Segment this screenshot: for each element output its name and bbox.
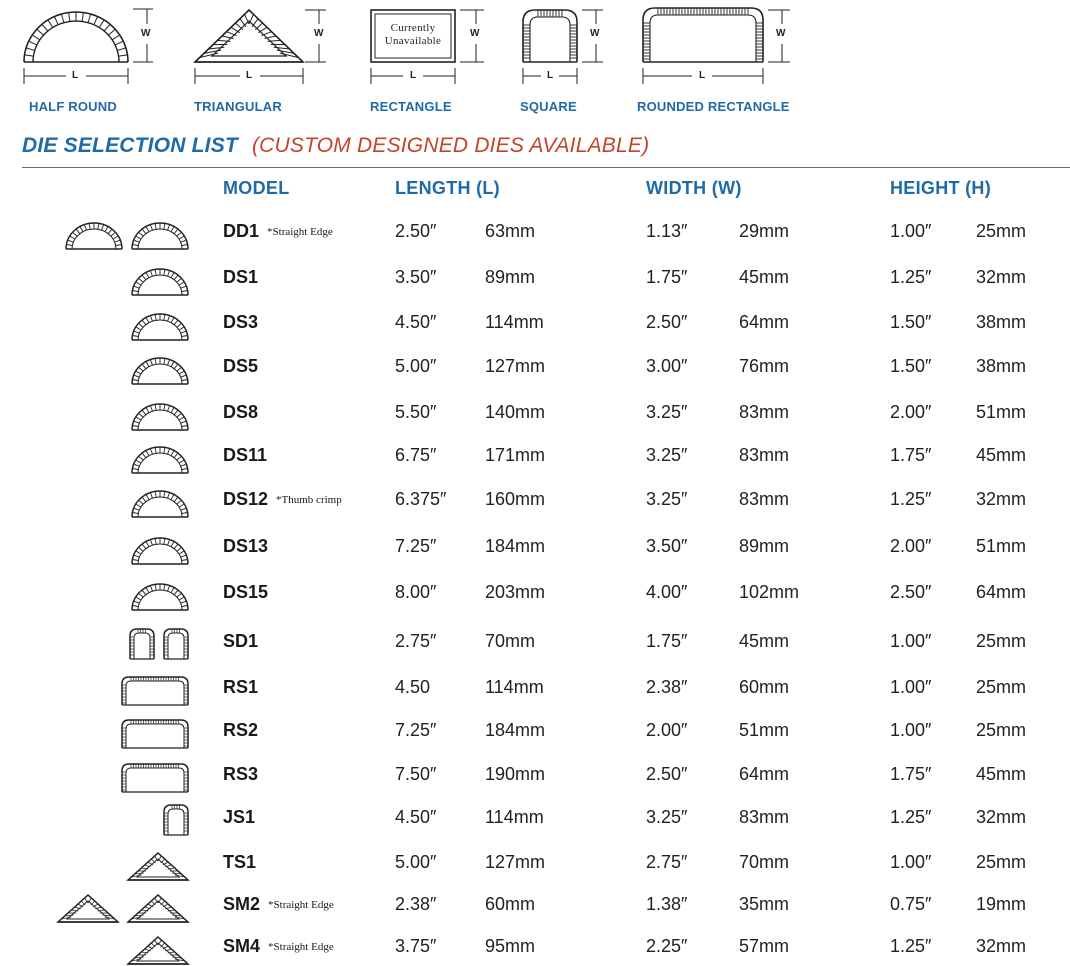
model-name: RS3 bbox=[223, 764, 258, 784]
model-name: DD1 bbox=[223, 221, 259, 241]
die-shape-icons bbox=[120, 754, 190, 794]
legend-label-half-round: HALF ROUND bbox=[29, 99, 117, 114]
length-inches: 5.00″ bbox=[395, 852, 436, 873]
model-name: JS1 bbox=[223, 807, 255, 827]
width-inches: 1.13″ bbox=[646, 221, 687, 242]
length-inches: 4.50 bbox=[395, 677, 430, 698]
height-mm: 38mm bbox=[976, 312, 1026, 333]
model-cell bbox=[223, 312, 258, 333]
length-mm: 89mm bbox=[485, 267, 535, 288]
legend-label-rectangle: RECTANGLE bbox=[370, 99, 452, 114]
die-shape-icons bbox=[130, 572, 190, 612]
table-row bbox=[0, 526, 1070, 566]
die-shape-icons bbox=[126, 926, 190, 966]
length-mm: 203mm bbox=[485, 582, 545, 603]
column-header-width: WIDTH (W) bbox=[646, 178, 742, 199]
height-mm: 45mm bbox=[976, 764, 1026, 785]
length-inches: 5.50″ bbox=[395, 402, 436, 423]
height-inches: 1.00″ bbox=[890, 720, 931, 741]
half-round-icon bbox=[64, 219, 124, 251]
height-mm: 38mm bbox=[976, 356, 1026, 377]
section-heading bbox=[22, 134, 649, 158]
model-name: DS11 bbox=[223, 445, 267, 465]
width-inches: 1.38″ bbox=[646, 894, 687, 915]
table-row bbox=[0, 257, 1070, 297]
unavailable-line-2: Unavailable bbox=[376, 35, 450, 48]
height-inches: 1.25″ bbox=[890, 489, 931, 510]
height-mm: 32mm bbox=[976, 489, 1026, 510]
length-mm: 127mm bbox=[485, 852, 545, 873]
table-row bbox=[0, 797, 1070, 837]
length-inches: 5.00″ bbox=[395, 356, 436, 377]
legend-label-square: SQUARE bbox=[520, 99, 577, 114]
width-mm: 102mm bbox=[739, 582, 799, 603]
width-inches: 2.00″ bbox=[646, 720, 687, 741]
model-cell bbox=[223, 677, 258, 698]
model-cell bbox=[223, 267, 258, 288]
width-mm: 29mm bbox=[739, 221, 789, 242]
length-mm: 114mm bbox=[485, 807, 544, 828]
length-inches: 3.50″ bbox=[395, 267, 436, 288]
length-mm: 70mm bbox=[485, 631, 535, 652]
legend-label-triangular: TRIANGULAR bbox=[194, 99, 282, 114]
die-shape-icons bbox=[56, 884, 190, 924]
width-mm: 60mm bbox=[739, 677, 789, 698]
width-inches: 2.50″ bbox=[646, 764, 687, 785]
width-mm: 35mm bbox=[739, 894, 789, 915]
model-name: SM4 bbox=[223, 936, 260, 956]
model-name: DS8 bbox=[223, 402, 258, 422]
width-inches: 3.50″ bbox=[646, 536, 687, 557]
width-inches: 4.00″ bbox=[646, 582, 687, 603]
legend-label-rounded-rectangle: ROUNDED RECTANGLE bbox=[637, 99, 790, 114]
model-name: DS12 bbox=[223, 489, 268, 509]
model-cell bbox=[223, 894, 334, 915]
dim-l-label: L bbox=[547, 70, 553, 81]
column-header-model: MODEL bbox=[223, 178, 290, 199]
height-mm: 32mm bbox=[976, 267, 1026, 288]
model-cell bbox=[223, 582, 268, 603]
model-name: TS1 bbox=[223, 852, 256, 872]
model-cell bbox=[223, 445, 267, 466]
length-inches: 6.75″ bbox=[395, 445, 436, 466]
table-row bbox=[0, 392, 1070, 432]
model-cell bbox=[223, 720, 258, 741]
table-row bbox=[0, 754, 1070, 794]
table-row bbox=[0, 667, 1070, 707]
width-mm: 64mm bbox=[739, 312, 789, 333]
model-cell bbox=[223, 807, 255, 828]
height-inches: 1.00″ bbox=[890, 221, 931, 242]
length-inches: 2.75″ bbox=[395, 631, 436, 652]
table-row bbox=[0, 884, 1070, 924]
rounded-rectangle-icon bbox=[0, 0, 800, 95]
length-inches: 3.75″ bbox=[395, 936, 436, 957]
half-round-icon bbox=[130, 580, 190, 612]
model-cell bbox=[223, 356, 258, 377]
width-mm: 83mm bbox=[739, 807, 789, 828]
height-inches: 2.00″ bbox=[890, 402, 931, 423]
width-mm: 45mm bbox=[739, 631, 789, 652]
length-inches: 4.50″ bbox=[395, 312, 436, 333]
length-mm: 60mm bbox=[485, 894, 535, 915]
model-name: SD1 bbox=[223, 631, 258, 651]
length-mm: 127mm bbox=[485, 356, 545, 377]
half-round-icon bbox=[130, 265, 190, 297]
square-icon bbox=[128, 627, 156, 661]
column-header-height: HEIGHT (H) bbox=[890, 178, 991, 199]
half-round-icon bbox=[130, 310, 190, 342]
rounded-rectangle-icon bbox=[120, 718, 190, 750]
width-inches: 2.75″ bbox=[646, 852, 687, 873]
dim-w-label: W bbox=[590, 28, 599, 39]
model-name: RS2 bbox=[223, 720, 258, 740]
length-mm: 171mm bbox=[485, 445, 545, 466]
die-shape-icons bbox=[130, 257, 190, 297]
model-name: DS1 bbox=[223, 267, 258, 287]
section-subtitle: (CUSTOM DESIGNED DIES AVAILABLE) bbox=[252, 134, 649, 157]
die-shape-icons bbox=[128, 621, 190, 661]
height-mm: 51mm bbox=[976, 536, 1026, 557]
length-inches: 2.50″ bbox=[395, 221, 436, 242]
half-round-icon bbox=[130, 487, 190, 519]
width-mm: 45mm bbox=[739, 267, 789, 288]
height-mm: 25mm bbox=[976, 631, 1026, 652]
width-inches: 3.00″ bbox=[646, 356, 687, 377]
height-inches: 1.00″ bbox=[890, 631, 931, 652]
table-row bbox=[0, 621, 1070, 661]
height-mm: 25mm bbox=[976, 221, 1026, 242]
length-mm: 114mm bbox=[485, 677, 544, 698]
table-row bbox=[0, 435, 1070, 475]
width-inches: 2.38″ bbox=[646, 677, 687, 698]
die-shape-icons bbox=[130, 392, 190, 432]
width-inches: 3.25″ bbox=[646, 445, 687, 466]
width-inches: 2.25″ bbox=[646, 936, 687, 957]
model-note: *Straight Edge bbox=[267, 226, 333, 238]
die-shape-icons bbox=[130, 479, 190, 519]
model-cell bbox=[223, 536, 268, 557]
die-shape-icons bbox=[126, 842, 190, 882]
height-inches: 1.00″ bbox=[890, 852, 931, 873]
height-inches: 1.75″ bbox=[890, 764, 931, 785]
dim-l-label: L bbox=[246, 70, 252, 81]
length-inches: 7.50″ bbox=[395, 764, 436, 785]
model-name: DS13 bbox=[223, 536, 268, 556]
die-shape-icons bbox=[130, 302, 190, 342]
length-mm: 190mm bbox=[485, 764, 545, 785]
length-inches: 7.25″ bbox=[395, 720, 436, 741]
height-mm: 25mm bbox=[976, 720, 1026, 741]
width-mm: 51mm bbox=[739, 720, 789, 741]
die-shape-icons bbox=[130, 435, 190, 475]
shape-legend bbox=[0, 0, 1070, 125]
model-cell bbox=[223, 631, 258, 652]
half-round-icon bbox=[130, 400, 190, 432]
column-header-length: LENGTH (L) bbox=[395, 178, 500, 199]
model-name: DS5 bbox=[223, 356, 258, 376]
dim-w-label: W bbox=[141, 28, 150, 39]
length-mm: 184mm bbox=[485, 720, 545, 741]
length-mm: 140mm bbox=[485, 402, 545, 423]
dim-w-label: W bbox=[470, 28, 479, 39]
triangle-icon bbox=[56, 892, 120, 924]
model-cell bbox=[223, 489, 342, 510]
rounded-rectangle-icon bbox=[120, 762, 190, 794]
table-row bbox=[0, 346, 1070, 386]
width-mm: 57mm bbox=[739, 936, 789, 957]
table-row bbox=[0, 710, 1070, 750]
die-shape-icons bbox=[120, 667, 190, 707]
die-shape-icons bbox=[64, 211, 190, 251]
half-round-icon bbox=[130, 354, 190, 386]
height-inches: 1.25″ bbox=[890, 267, 931, 288]
die-shape-icons bbox=[130, 526, 190, 566]
square-icon bbox=[162, 627, 190, 661]
height-mm: 25mm bbox=[976, 677, 1026, 698]
width-inches: 2.50″ bbox=[646, 312, 687, 333]
height-inches: 2.00″ bbox=[890, 536, 931, 557]
height-mm: 51mm bbox=[976, 402, 1026, 423]
model-name: DS3 bbox=[223, 312, 258, 332]
square-icon bbox=[162, 803, 190, 837]
height-mm: 45mm bbox=[976, 445, 1026, 466]
length-inches: 8.00″ bbox=[395, 582, 436, 603]
model-note: *Straight Edge bbox=[268, 941, 334, 953]
height-mm: 32mm bbox=[976, 936, 1026, 957]
height-inches: 1.25″ bbox=[890, 936, 931, 957]
half-round-icon bbox=[130, 443, 190, 475]
table-row bbox=[0, 572, 1070, 612]
height-inches: 1.25″ bbox=[890, 807, 931, 828]
dim-l-label: L bbox=[410, 70, 416, 81]
height-inches: 2.50″ bbox=[890, 582, 931, 603]
dim-w-label: W bbox=[314, 28, 323, 39]
length-inches: 4.50″ bbox=[395, 807, 436, 828]
width-inches: 1.75″ bbox=[646, 267, 687, 288]
model-cell bbox=[223, 221, 333, 242]
table-row bbox=[0, 479, 1070, 519]
model-note: *Thumb crimp bbox=[276, 494, 342, 506]
width-mm: 76mm bbox=[739, 356, 789, 377]
width-inches: 3.25″ bbox=[646, 402, 687, 423]
dim-l-label: L bbox=[72, 70, 78, 81]
width-mm: 83mm bbox=[739, 402, 789, 423]
model-cell bbox=[223, 764, 258, 785]
length-mm: 63mm bbox=[485, 221, 535, 242]
model-name: SM2 bbox=[223, 894, 260, 914]
rounded-rectangle-icon bbox=[120, 675, 190, 707]
model-name: DS15 bbox=[223, 582, 268, 602]
width-mm: 70mm bbox=[739, 852, 789, 873]
width-mm: 64mm bbox=[739, 764, 789, 785]
width-mm: 83mm bbox=[739, 445, 789, 466]
height-mm: 19mm bbox=[976, 894, 1026, 915]
width-inches: 1.75″ bbox=[646, 631, 687, 652]
length-mm: 114mm bbox=[485, 312, 544, 333]
model-cell bbox=[223, 852, 256, 873]
width-mm: 89mm bbox=[739, 536, 789, 557]
die-shape-icons bbox=[130, 346, 190, 386]
width-inches: 3.25″ bbox=[646, 807, 687, 828]
half-round-icon bbox=[130, 534, 190, 566]
table-row bbox=[0, 926, 1070, 966]
triangle-icon bbox=[126, 934, 190, 966]
model-note: *Straight Edge bbox=[268, 899, 334, 911]
length-inches: 6.375″ bbox=[395, 489, 446, 510]
section-divider bbox=[22, 167, 1070, 168]
table-row bbox=[0, 211, 1070, 251]
dim-l-label: L bbox=[699, 70, 705, 81]
model-cell bbox=[223, 936, 334, 957]
unavailable-line-1: Currently bbox=[376, 22, 450, 35]
height-inches: 1.75″ bbox=[890, 445, 931, 466]
length-inches: 7.25″ bbox=[395, 536, 436, 557]
section-title: DIE SELECTION LIST bbox=[22, 134, 238, 157]
height-inches: 1.00″ bbox=[890, 677, 931, 698]
dim-w-label: W bbox=[776, 28, 785, 39]
width-inches: 3.25″ bbox=[646, 489, 687, 510]
length-mm: 95mm bbox=[485, 936, 535, 957]
height-mm: 32mm bbox=[976, 807, 1026, 828]
height-inches: 1.50″ bbox=[890, 356, 931, 377]
height-mm: 25mm bbox=[976, 852, 1026, 873]
table-row bbox=[0, 302, 1070, 342]
triangle-icon bbox=[126, 850, 190, 882]
half-round-icon bbox=[130, 219, 190, 251]
length-mm: 184mm bbox=[485, 536, 545, 557]
die-shape-icons bbox=[120, 710, 190, 750]
table-row bbox=[0, 842, 1070, 882]
length-mm: 160mm bbox=[485, 489, 545, 510]
model-name: RS1 bbox=[223, 677, 258, 697]
height-mm: 64mm bbox=[976, 582, 1026, 603]
triangle-icon bbox=[126, 892, 190, 924]
height-inches: 1.50″ bbox=[890, 312, 931, 333]
die-shape-icons bbox=[162, 797, 190, 837]
model-cell bbox=[223, 402, 258, 423]
length-inches: 2.38″ bbox=[395, 894, 436, 915]
width-mm: 83mm bbox=[739, 489, 789, 510]
height-inches: 0.75″ bbox=[890, 894, 931, 915]
